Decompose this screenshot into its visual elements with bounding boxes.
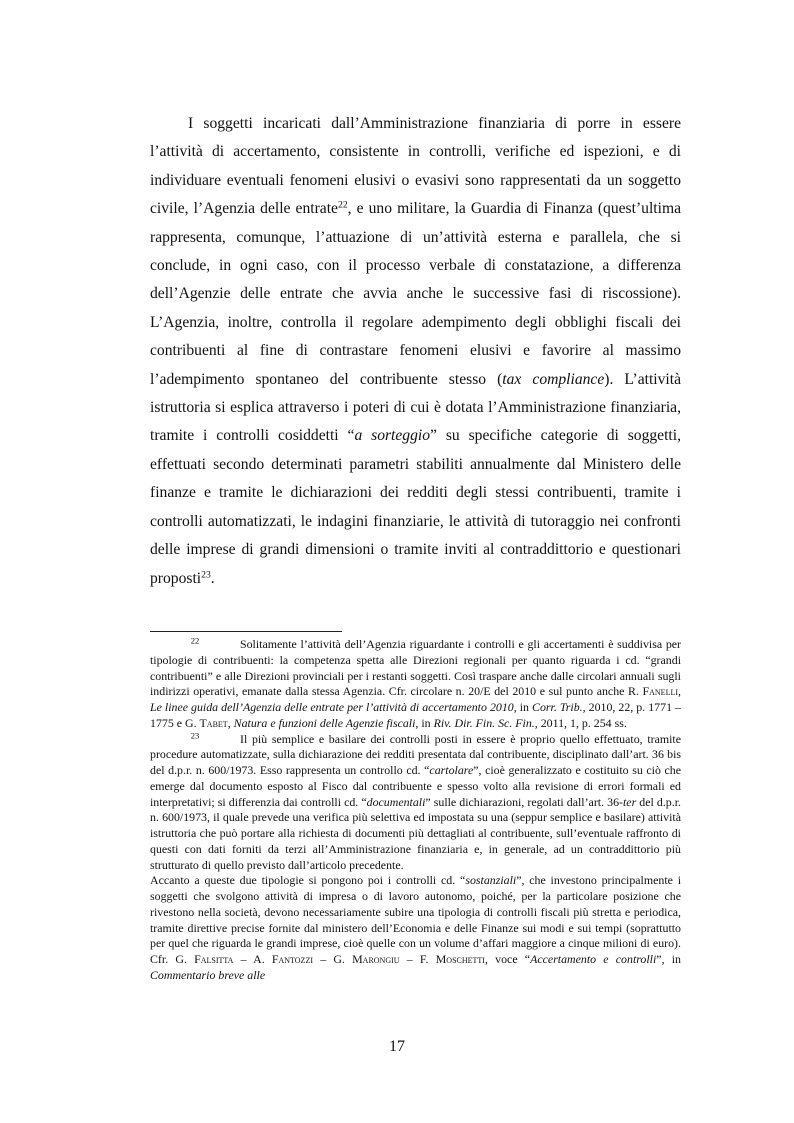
cited-title: Commentario breve alle xyxy=(150,967,266,982)
text-run: – A. xyxy=(233,952,272,966)
cited-title: Natura e funzioni delle Agenzie fiscali xyxy=(233,715,416,730)
italic-term: cartolare xyxy=(429,763,474,777)
cited-title: Accertamento e controlli xyxy=(530,952,657,966)
footnotes-section xyxy=(150,637,681,984)
text-run: , in xyxy=(513,700,533,714)
footnote-reference-22[interactable]: 22 xyxy=(337,199,348,211)
author-name: Tabet xyxy=(199,715,228,730)
cited-journal: Corr. Trib. xyxy=(532,700,583,714)
footnote-marker xyxy=(150,637,240,653)
author-name: Fanelli xyxy=(642,684,679,699)
footnote-22 xyxy=(150,637,681,732)
text-run: Solitamente l’attività dell’Agenzia riguardante i controlli e gli accertamenti è suddivisa per tipologie di contribuenti: la competenza spetta alle Direzioni regionali per quanto riguarda i cd. “grandi contribuenti” e alle Direzioni provinciali per i restanti soggetti. Così traspare anche dalle circolari annuali sugli indirizzi operativi, emanate dalla stessa Agenzia. Cfr. circolare n. 20/E del 2010 e sul punto anche R. xyxy=(150,637,681,699)
footnote-23 xyxy=(150,729,682,874)
main-paragraph xyxy=(150,110,681,593)
text-run: ” sulle dichiarazioni, regolati dall’art. 36- xyxy=(425,794,623,809)
text-run: , xyxy=(227,715,234,730)
text-run: ” su specifiche categorie di soggetti, effettuati secondo determinati parametri stabiliti annualmente dal Ministero delle finanze e tramite le dichiarazioni dei redditi degli stessi contribuenti, tramite i controlli automatizzati, le indagini finanziarie, le attività di tutoraggio nei confronti delle imprese di grandi dimensioni o tramite inviti al contraddittorio e questionari proposti xyxy=(150,427,681,587)
text-run: , 2011, 1, p. 254 ss. xyxy=(534,715,627,730)
text-run: Il più semplice e basilare dei controlli posti in essere è proprio quello effettuato, tramite procedure automatizzate, sulla dichiarazione dei redditi presentata dal contribuente, disciplinato dall’art. 36 bis del d.p.r. n. 600/1973. Esso rappresenta un controllo cd. “ xyxy=(150,731,681,777)
text-run: I soggetti incaricati dall’Amministrazione finanziaria di porre in essere l’attività di accertamento, consistente in controlli, verifiche ed ispezioni, e di individuare eventuali fenomeni elusivi o evasivi sono rappresentati da un soggetto civile, l’Agenzia delle entrate xyxy=(150,115,681,218)
footnote-separator xyxy=(150,631,342,632)
author-name: Moschetti xyxy=(435,952,485,966)
text-run: , in xyxy=(415,715,434,730)
cited-journal: Riv. Dir. Fin. Sc. Fin. xyxy=(433,715,535,730)
text-run: – F. xyxy=(399,952,436,966)
footnote-number: 22 xyxy=(190,635,200,646)
text-run: . xyxy=(210,569,215,587)
footnote-23-continuation xyxy=(150,873,681,983)
author-name: Falsitta xyxy=(194,952,234,966)
text-run: – G. xyxy=(313,952,353,966)
text-run: del d.p.r. n. 600/1973, il quale prevede una verifica più selettiva ed impostata su una (seppur semplice e basilare) attività istruttoria che può portare alla richiesta di documenti più dettagliati al contribuente, sull’eventuale raffronto di questi con dati forniti da terzi all’Amministrazione finanziaria e, in generale, ad un contraddittorio più strutturato di quello previsto dall’articolo precedente. xyxy=(150,794,681,872)
text-run: , 2010, 22, p. 1771 – 1775 e G. xyxy=(150,700,681,730)
text-run: Accanto a queste due tipologie si pongono poi i controlli cd. “ xyxy=(150,873,466,888)
text-run: ”, in xyxy=(656,952,681,966)
footnote-reference-23[interactable]: 23 xyxy=(201,569,211,581)
text-run: , voce “ xyxy=(484,952,531,966)
cited-title: Le linee guida dell’Agenzia delle entrate per l’attività di accertamento 2010 xyxy=(150,700,514,714)
text-run: ). L’attività istruttoria si esplica attraverso i poteri di cui è dotata l’Amministrazione finanziaria, tramite i controlli cosiddetti “ xyxy=(150,370,682,445)
text-run: ”, che investono principalmente i soggetti che svolgono attività di impresa o di lavoro autonomo, poiché, per la particolare posizione che rivestono nella società, devono necessariamente subire una tipologia di controlli fiscali più stretta e periodica, tramite direttive precise fornite dal ministero dell’Economia e delle Finanze sui modi e sui tempi (soprattutto per quel che riguarda le grandi imprese, cioè quelle con un volume d’affari maggiore a cinque milioni di euro). Cfr. G. xyxy=(150,873,682,966)
text-run: ”, cioè generalizzato e costituito su ciò che emerge dal documento esposto al Fisco dal contribuente e spesso volto alla revisione di errori formali ed interpretativi; si differenzia dai controlli cd. “ xyxy=(150,763,682,809)
italic-term: ter xyxy=(623,794,637,809)
footnote-number: 23 xyxy=(190,729,200,740)
page-number: 17 xyxy=(389,1038,405,1055)
main-body-text xyxy=(150,110,681,593)
italic-term: documentali xyxy=(366,794,426,809)
text-run: , xyxy=(678,684,681,699)
author-name: Fantozzi xyxy=(271,952,313,966)
text-run: , e uno militare, la Guardia di Finanza (quest’ultima rappresenta, comunque, l’attuazione di un’attività esterna e parallela, che si conclude, in ogni caso, con il processo verbale di constatazione, a differenza dell’Agenzie delle entrate che avvia anche le successive fasi di riscossione). L’Agenzia, inoltre, controlla il regolare adempimento degli obblighi fiscali dei contribuenti al fine di contrastare fenomeni elusivi e favorire al massimo l’adempimento spontaneo del contribuente stesso ( xyxy=(150,200,682,388)
italic-term: sostanziali xyxy=(465,873,517,888)
author-name: Marongiu xyxy=(352,952,400,966)
italic-term: tax compliance xyxy=(502,370,605,388)
italic-term: a sorteggio xyxy=(354,427,431,445)
footnote-marker xyxy=(150,729,240,748)
